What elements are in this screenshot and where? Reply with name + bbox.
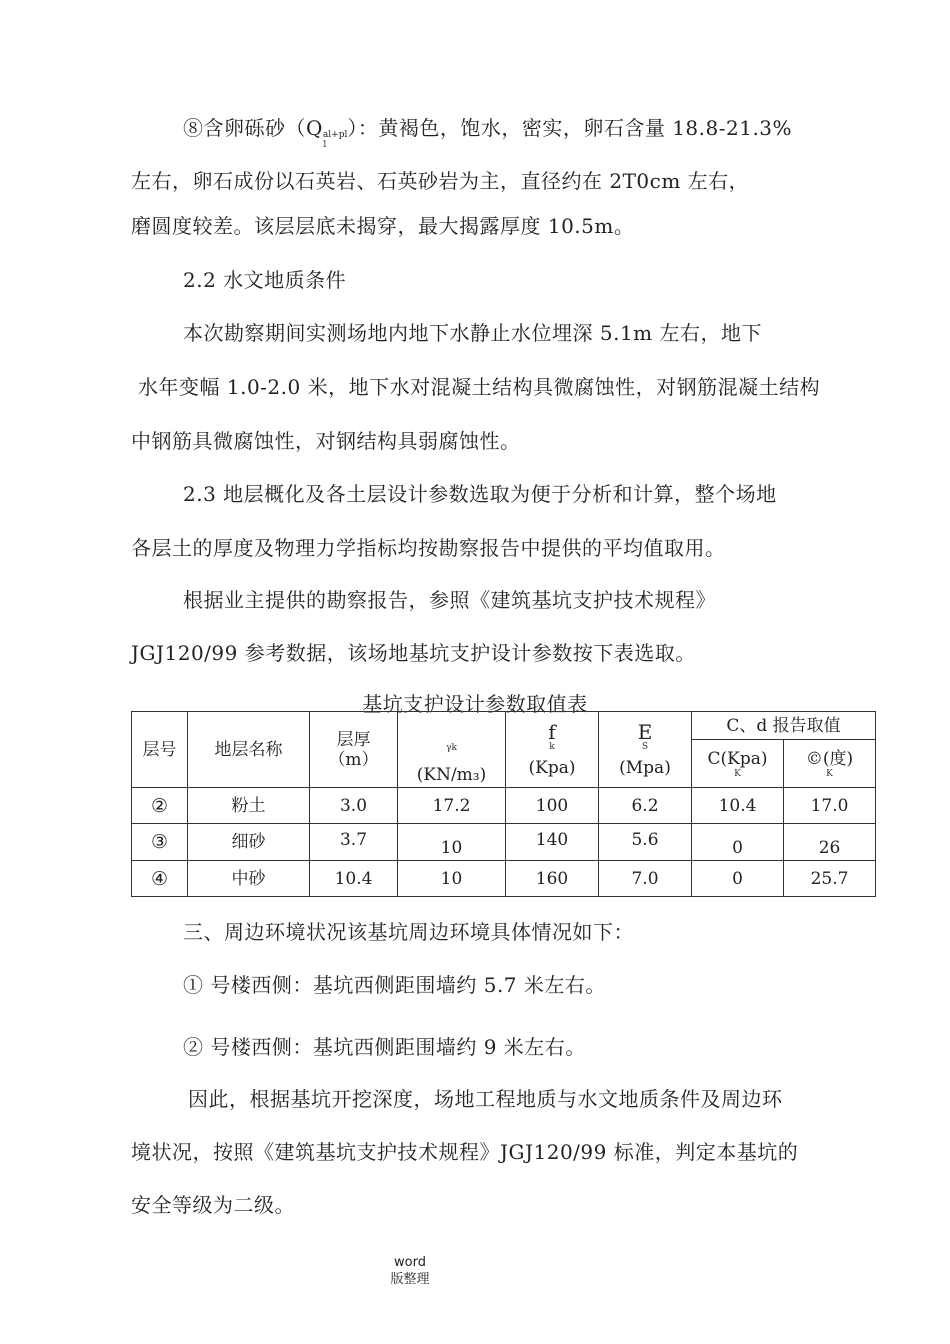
cell-gamma: 10 <box>398 861 506 897</box>
para-hydro-line3: 中钢筋具微腐蚀性，对钢结构具弱腐蚀性。 <box>131 429 521 453</box>
para-conclusion-line1: 因此，根据基坑开挖深度，场地工程地质与水文地质条件及周边环 <box>188 1087 783 1111</box>
cell-e: 6.2 <box>599 788 692 824</box>
para-conclusion-line3: 安全等级为二级。 <box>131 1193 295 1217</box>
header-cohesion <box>692 740 784 788</box>
cell-thickness: 3.0 <box>310 788 398 824</box>
table-title: 基坑支护设计参数取值表 <box>362 692 588 716</box>
header-thickness <box>310 712 398 788</box>
cell-phi: 25.7 <box>784 861 876 897</box>
cell-layer-no: ② <box>132 788 188 824</box>
cell-layer-name: 细砂 <box>188 824 310 861</box>
cell-thickness: 3.7 <box>310 824 398 861</box>
cell-thickness: 10.4 <box>310 861 398 897</box>
cell-c: 0 <box>692 824 784 861</box>
cell-e: 5.6 <box>599 824 692 861</box>
table-row <box>132 861 876 897</box>
table-row <box>132 788 876 824</box>
cell-gamma: 10 <box>398 824 506 861</box>
para-hydro-line2: 水年变幅 1.0-2.0 米，地下水对混凝土结构具微腐蚀性，对钢筋混凝土结构 <box>138 375 821 399</box>
cell-c: 0 <box>692 861 784 897</box>
list-item-building-2: ② 号楼西侧：基坑西侧距围墙约 9 米左右。 <box>183 1035 586 1059</box>
header-c-label: C(Kpa) <box>707 748 768 769</box>
header-f-symbol: f <box>548 719 556 744</box>
subscript-al-pl: al+pl <box>322 130 348 140</box>
cell-phi: 26 <box>784 824 876 861</box>
header-layer-name: 地层名称 <box>188 712 310 788</box>
design-parameter-table <box>131 711 876 897</box>
header-unit-weight <box>398 712 506 788</box>
cell-layer-no: ③ <box>132 824 188 861</box>
para-2-3-line2: 各层土的厚度及物理力学指标均按勘察报告中提供的平均值取用。 <box>131 536 726 560</box>
header-report-values: C、d 报告取值 <box>692 712 876 740</box>
cell-layer-name: 中砂 <box>188 861 310 897</box>
para-pebble-sand-line3: 磨圆度较差。该层层底未揭穿，最大揭露厚度 10.5m。 <box>131 214 635 238</box>
header-e-sub: S <box>641 741 649 752</box>
para-text: ⑧含卵砾砂（Q <box>183 116 323 140</box>
header-gamma-sub: γk <box>446 743 457 753</box>
cell-f: 160 <box>506 861 599 897</box>
para-text: ）：黄褐色，饱水，密实，卵石含量 18.8-21.3% <box>347 116 793 140</box>
footer-edit-note: 版整理 <box>390 1272 430 1287</box>
para-reference-line1: 根据业主提供的勘察报告，参照《建筑基坑支护技术规程》 <box>183 588 716 612</box>
para-hydro-line1: 本次勘察期间实测场地内地下水静止水位埋深 5.1m 左右，地下 <box>183 321 762 345</box>
table-header-row-1 <box>132 712 876 740</box>
cell-phi: 17.0 <box>784 788 876 824</box>
para-reference-line2: JGJ120/99 参考数据，该场地基坑支护设计参数按下表选取。 <box>131 641 696 665</box>
para-pebble-sand-line2: 左右，卵石成份以石英岩、石英砂岩为主，直径约在 2T0cm 左右， <box>131 169 750 193</box>
cell-e: 7.0 <box>599 861 692 897</box>
list-item-building-1: ① 号楼西侧：基坑西侧距围墙约 5.7 米左右。 <box>183 973 606 997</box>
para-pebble-sand-line1 <box>183 114 792 149</box>
header-c-sub: K <box>734 768 741 779</box>
header-layer-no: 层号 <box>132 712 188 788</box>
header-modulus <box>599 712 692 788</box>
cell-gamma: 17.2 <box>398 788 506 824</box>
header-phi-sub: K <box>826 768 833 779</box>
para-2-3-line1: 2.3 地层概化及各土层设计参数选取为便于分析和计算，整个场地 <box>183 482 777 506</box>
header-thickness-unit: （m） <box>328 749 379 770</box>
header-phi-label: ©(度) <box>805 748 854 769</box>
header-gamma-unit: (KN/m₃) <box>416 765 487 785</box>
header-f-unit: (Kpa) <box>528 757 576 778</box>
subscript-mark-1: 1 <box>322 140 328 150</box>
header-f-sub: k <box>549 741 555 752</box>
header-thickness-label: 层厚 <box>336 729 371 750</box>
header-bearing <box>506 712 599 788</box>
para-conclusion-line2: 境状况，按照《建筑基坑支护技术规程》JGJ120/99 标准，判定本基坑的 <box>131 1140 799 1164</box>
footer-word: word <box>394 1255 426 1270</box>
cell-f: 140 <box>506 824 599 861</box>
cell-c: 10.4 <box>692 788 784 824</box>
header-e-symbol: E <box>637 719 653 744</box>
table-row <box>132 824 876 861</box>
heading-2-2: 2.2 水文地质条件 <box>183 268 347 292</box>
cell-layer-no: ④ <box>132 861 188 897</box>
header-friction-angle <box>784 740 876 788</box>
header-e-unit: (Mpa) <box>619 757 671 778</box>
cell-layer-name: 粉土 <box>188 788 310 824</box>
heading-section-3: 三、周边环境状况该基坑周边环境具体情况如下： <box>183 920 634 944</box>
cell-f: 100 <box>506 788 599 824</box>
